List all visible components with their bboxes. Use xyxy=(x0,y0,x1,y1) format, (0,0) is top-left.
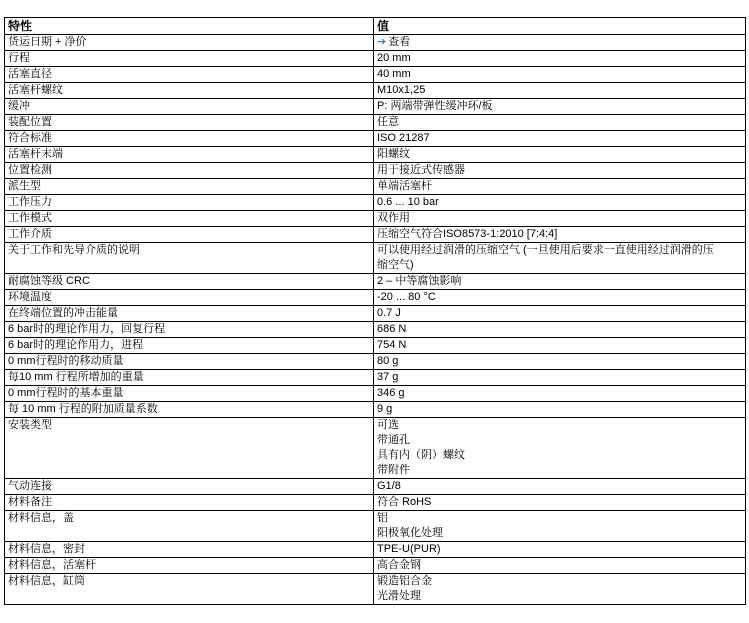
table-row xyxy=(5,147,746,163)
table-row xyxy=(5,51,746,67)
value-line: 346 g xyxy=(377,387,405,399)
property-name: 活塞杆末端 xyxy=(5,147,374,163)
value-line: 铝 xyxy=(377,512,388,524)
property-value xyxy=(374,370,746,386)
header-row xyxy=(5,18,746,35)
table-row xyxy=(5,386,746,402)
value-line: M10x1,25 xyxy=(377,84,426,96)
value-line: 双作用 xyxy=(377,212,410,224)
property-value xyxy=(374,511,746,542)
value-line: 压缩空气符合ISO8573-1:2010 [7:4:4] xyxy=(377,228,558,240)
value-line: 单端活塞杆 xyxy=(377,180,432,192)
value-line: 用于接近式传感器 xyxy=(377,164,465,176)
property-value xyxy=(374,115,746,131)
spec-table xyxy=(4,17,746,605)
table-row xyxy=(5,99,746,115)
property-name: 在终端位置的冲击能量 xyxy=(5,306,374,322)
property-value xyxy=(374,99,746,115)
property-name: 派生型 xyxy=(5,179,374,195)
table-row xyxy=(5,227,746,243)
spec-table-header xyxy=(5,18,746,35)
table-row xyxy=(5,402,746,418)
value-line: 9 g xyxy=(377,403,393,415)
property-name: 符合标准 xyxy=(5,131,374,147)
property-value xyxy=(374,211,746,227)
table-row xyxy=(5,574,746,605)
property-value xyxy=(374,243,746,274)
property-value xyxy=(374,322,746,338)
property-value xyxy=(374,418,746,479)
table-row xyxy=(5,83,746,99)
table-row xyxy=(5,290,746,306)
property-name: 活塞杆螺纹 xyxy=(5,83,374,99)
property-value xyxy=(374,542,746,558)
property-value xyxy=(374,402,746,418)
property-name: 耐腐蚀等级 CRC xyxy=(5,274,374,290)
property-name: 行程 xyxy=(5,51,374,67)
table-row xyxy=(5,243,746,274)
property-name: 材料信息，活塞杆 xyxy=(5,558,374,574)
value-line: P: 两端带弹性缓冲环/板 xyxy=(377,100,493,112)
property-value xyxy=(374,574,746,605)
property-value[interactable] xyxy=(374,35,746,51)
property-name: 缓冲 xyxy=(5,99,374,115)
property-value xyxy=(374,83,746,99)
property-name: 工作压力 xyxy=(5,195,374,211)
property-name: 材料信息，盖 xyxy=(5,511,374,542)
value-line: 光滑处理 xyxy=(377,590,421,602)
property-name: 货运日期 + 净价 xyxy=(5,35,374,51)
spec-table-body xyxy=(5,35,746,605)
property-value xyxy=(374,558,746,574)
table-row xyxy=(5,479,746,495)
property-value xyxy=(374,386,746,402)
property-value xyxy=(374,495,746,511)
value-line: 锻造铝合金 xyxy=(377,575,432,587)
value-line: 37 g xyxy=(377,371,399,383)
view-link[interactable] xyxy=(377,35,745,50)
table-row xyxy=(5,418,746,479)
table-row xyxy=(5,115,746,131)
arrow-right-icon: ➔ xyxy=(377,36,387,48)
value-line: 带通孔 xyxy=(377,434,410,446)
table-row xyxy=(5,163,746,179)
property-value xyxy=(374,306,746,322)
table-row xyxy=(5,370,746,386)
property-name: 环境温度 xyxy=(5,290,374,306)
table-row xyxy=(5,35,746,51)
view-link-label[interactable]: 查看 xyxy=(388,36,411,48)
property-value xyxy=(374,179,746,195)
value-line: 高合金钢 xyxy=(377,559,421,571)
value-line: 20 mm xyxy=(377,52,411,64)
value-line: G1/8 xyxy=(377,480,401,492)
property-name: 材料信息，密封 xyxy=(5,542,374,558)
value-line: 阳螺纹 xyxy=(377,148,410,160)
property-value xyxy=(374,354,746,370)
property-value xyxy=(374,67,746,83)
value-line: 686 N xyxy=(377,323,407,335)
property-value xyxy=(374,195,746,211)
property-value xyxy=(374,163,746,179)
header-value: 值 xyxy=(374,18,746,35)
value-line: ISO 21287 xyxy=(377,132,430,144)
value-line: 可以使用经过润滑的压缩空气 (一旦使用后要求一直使用经过润滑的压 xyxy=(377,244,714,256)
table-row xyxy=(5,211,746,227)
table-row xyxy=(5,495,746,511)
table-row xyxy=(5,338,746,354)
value-line: TPE-U(PUR) xyxy=(377,543,441,555)
table-row xyxy=(5,67,746,83)
table-row xyxy=(5,511,746,542)
value-line: 符合 RoHS xyxy=(377,496,432,508)
value-line: 0.7 J xyxy=(377,307,401,319)
property-value xyxy=(374,290,746,306)
property-value xyxy=(374,479,746,495)
value-line: -20 ... 80 °C xyxy=(377,291,436,303)
value-line: 缩空气) xyxy=(377,259,414,271)
table-row xyxy=(5,195,746,211)
property-name: 0 mm行程时的移动质量 xyxy=(5,354,374,370)
property-value xyxy=(374,147,746,163)
property-value xyxy=(374,131,746,147)
property-name: 工作介质 xyxy=(5,227,374,243)
property-name: 位置检测 xyxy=(5,163,374,179)
value-line: 具有内（阴）螺纹 xyxy=(377,449,465,461)
header-property: 特性 xyxy=(5,18,374,35)
value-line: 带附件 xyxy=(377,464,410,476)
value-line: 2 – 中等腐蚀影响 xyxy=(377,275,462,287)
property-name: 活塞直径 xyxy=(5,67,374,83)
property-name: 每 10 mm 行程的附加质量系数 xyxy=(5,402,374,418)
property-value xyxy=(374,338,746,354)
property-name: 工作模式 xyxy=(5,211,374,227)
property-value xyxy=(374,51,746,67)
property-name: 0 mm行程时的基本重量 xyxy=(5,386,374,402)
property-name: 材料信息，缸筒 xyxy=(5,574,374,605)
property-name: 6 bar时的理论作用力，回复行程 xyxy=(5,322,374,338)
value-line: 754 N xyxy=(377,339,407,351)
value-line: 80 g xyxy=(377,355,399,367)
table-row xyxy=(5,179,746,195)
value-line: 可选 xyxy=(377,419,399,431)
property-name: 6 bar时的理论作用力，进程 xyxy=(5,338,374,354)
value-line: 任意 xyxy=(377,116,399,128)
property-name: 关于工作和先导介质的说明 xyxy=(5,243,374,274)
table-row xyxy=(5,542,746,558)
property-name: 气动连接 xyxy=(5,479,374,495)
property-value xyxy=(374,274,746,290)
property-name: 安装类型 xyxy=(5,418,374,479)
table-row xyxy=(5,274,746,290)
property-value xyxy=(374,227,746,243)
value-line: 0.6 ... 10 bar xyxy=(377,196,439,208)
table-row xyxy=(5,131,746,147)
table-row xyxy=(5,322,746,338)
value-line: 阳极氧化处理 xyxy=(377,527,443,539)
table-row xyxy=(5,558,746,574)
property-name: 材料备注 xyxy=(5,495,374,511)
property-name: 每10 mm 行程所增加的重量 xyxy=(5,370,374,386)
value-line: 40 mm xyxy=(377,68,411,80)
property-name: 装配位置 xyxy=(5,115,374,131)
table-row xyxy=(5,354,746,370)
table-row xyxy=(5,306,746,322)
